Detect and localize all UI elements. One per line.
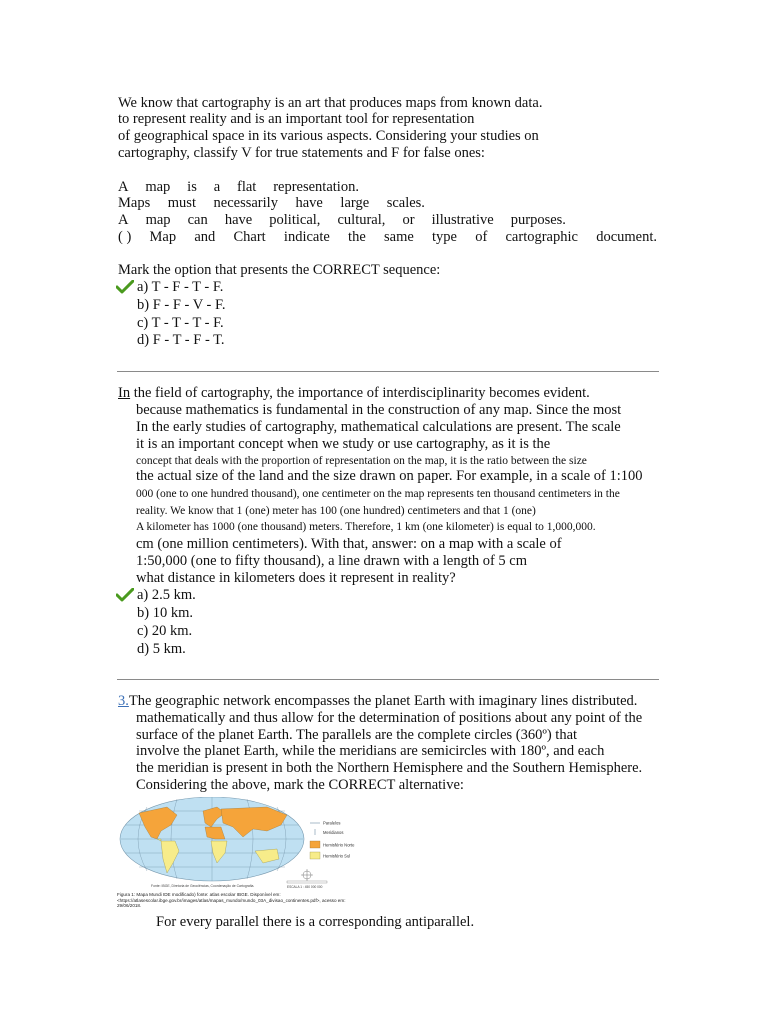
q3-line: 3.The geographic network encompasses the planet Earth with imaginary lines distributed. <box>118 693 638 709</box>
q1-statement-1: A map is a flat representation. <box>118 179 359 195</box>
q2-option-c[interactable]: c) 20 km. <box>137 623 193 639</box>
q2-line: 000 (one to one hundred thousand), one centimeter on the map represents ten thousand centimeters in the <box>136 488 620 500</box>
legend-south: Hemisfério Sul <box>323 853 351 859</box>
compass-icon <box>301 869 313 881</box>
checkmark-icon <box>116 588 134 602</box>
q2-option-b[interactable]: b) 10 km. <box>137 605 193 621</box>
q3-line: mathematically and thus allow for the determination of positions about any point of the <box>136 710 643 726</box>
q2-line: In the field of cartography, the importance of interdisciplinarity becomes evident. <box>118 385 590 401</box>
q2-line: 1:50,000 (one to fifty thousand), a line drawn with a length of 5 cm <box>136 553 528 569</box>
q3-line: involve the planet Earth, while the meridians are semicircles with 180º, and each <box>136 743 605 759</box>
figure-scale: ESCALA 1 : 450 000 000 <box>287 885 323 889</box>
q2-option-d[interactable]: d) 5 km. <box>137 641 186 657</box>
q1-intro-line: of geographical space in its various aspects. Considering your studies on <box>118 128 539 144</box>
q3-statement: For every parallel there is a corresponding antiparallel. <box>156 914 475 930</box>
q2-line: In the early studies of cartography, mathematical calculations are present. The scale <box>136 419 621 435</box>
divider <box>117 679 659 680</box>
q1-option-a[interactable]: a) T - F - T - F. <box>137 279 224 295</box>
q1-statement-2: Maps must necessarily have large scales. <box>118 195 425 211</box>
q2-line: because mathematics is fundamental in the construction of any map. Since the most <box>136 402 622 418</box>
q2-line: what distance in kilometers does it represent in reality? <box>136 570 456 586</box>
q2-line: reality. We know that 1 (one) meter has 100 (one hundred) centimeters and that 1 (one) <box>136 505 536 517</box>
q2-option-a[interactable]: a) 2.5 km. <box>137 587 196 603</box>
q1-option-d[interactable]: d) F - T - F - T. <box>137 332 225 348</box>
q1-intro-line: to represent reality and is an important tool for representation <box>118 111 475 127</box>
checkmark-icon <box>116 280 134 294</box>
q1-option-b[interactable]: b) F - F - V - F. <box>137 297 226 313</box>
figure-caption: Figura 1: Mapa Mundi IDE modificado) fonte: atlas escolar IBGE. Disponível em: <https://atlasescolar.ibge.gov.br/images/atlas/mapas_mundo/mundo_03A_divisao_continentes.pdf>, acesso em: 29/06/2018. <box>117 892 346 909</box>
q1-intro-line: cartography, classify V for true statements and F for false ones: <box>118 145 485 161</box>
q3-number: 3. <box>118 693 129 709</box>
q2-line: cm (one million centimeters). With that, answer: on a map with a scale of <box>136 536 562 552</box>
q1-intro-line: We know that cartography is an art that produces maps from known data. <box>118 95 543 111</box>
legend-meridians: Meridianos <box>323 830 344 835</box>
q1-prompt: Mark the option that presents the CORRECT sequence: <box>118 262 441 278</box>
q3-line: Considering the above, mark the CORRECT alternative: <box>136 777 464 793</box>
q2-line: concept that deals with the proportion of representation on the map, it is the ratio between the size <box>136 455 587 467</box>
q2-line: the actual size of the land and the size drawn on paper. For example, in a scale of 1:100 <box>136 468 643 484</box>
figure-source: Fonte: IBGE, Diretoria de Geociências, Coordenação de Cartografia. <box>151 884 255 888</box>
q1-option-c[interactable]: c) T - T - T - F. <box>137 315 224 331</box>
q3-line: the meridian is present in both the Northern Hemisphere and the Southern Hemisphere. <box>136 760 643 776</box>
legend-north: Hemisfério Norte <box>323 842 355 848</box>
divider <box>117 371 659 372</box>
q2-line: A kilometer has 1000 (one thousand) meters. Therefore, 1 km (one kilometer) is equal to 1,000,000. <box>136 521 596 533</box>
q1-statement-4: ( ) Map and Chart indicate the same type of cartographic document. <box>118 229 657 245</box>
q3-line: surface of the planet Earth. The parallels are the complete circles (360º) that <box>136 727 578 743</box>
q2-line: it is an important concept when we study or use cartography, as it is the <box>136 436 551 452</box>
q1-statement-3: A map can have political, cultural, or illustrative purposes. <box>118 212 566 228</box>
legend-parallels: Paralelos <box>323 820 341 826</box>
